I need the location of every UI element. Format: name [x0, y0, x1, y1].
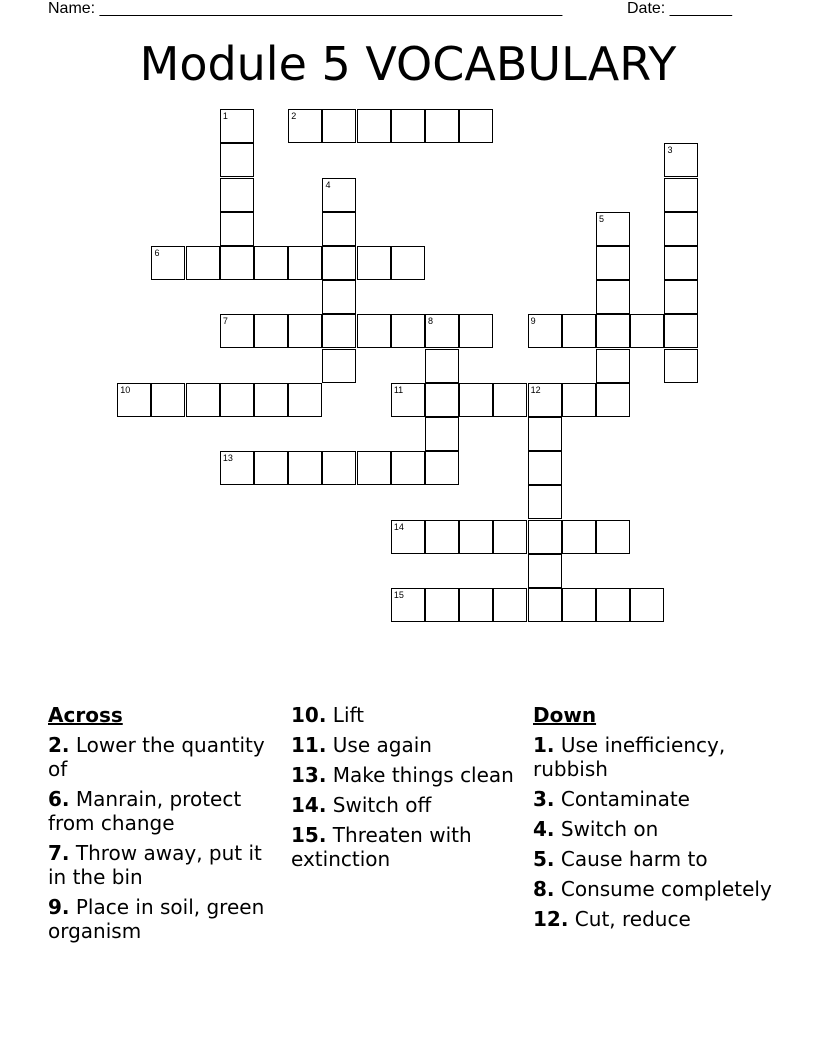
grid-cell[interactable]: [391, 109, 425, 143]
grid-cell[interactable]: [220, 451, 254, 485]
grid-cell[interactable]: [151, 383, 185, 417]
clue-number: 13: [222, 453, 233, 464]
grid-cell[interactable]: [357, 451, 391, 485]
clue-item-text: Lift: [332, 703, 365, 727]
clue-item-text: Manrain, protect from change: [48, 787, 242, 835]
clue-item: [533, 787, 773, 811]
grid-cell[interactable]: [391, 383, 425, 417]
clue-item: [48, 895, 283, 943]
grid-cell[interactable]: [459, 588, 493, 622]
grid-cell[interactable]: [630, 588, 664, 622]
clue-number: 15: [393, 590, 404, 601]
grid-cell[interactable]: [596, 383, 630, 417]
clue-item-text: Cause harm to: [560, 847, 708, 871]
clue-item: [291, 703, 526, 727]
clue-item-number: 1.: [533, 733, 555, 757]
grid-cell[interactable]: [425, 109, 459, 143]
name-field: Name: ____________________________________________________: [48, 0, 563, 17]
clue-number: 12: [530, 384, 541, 395]
clue-item-text: Lower the quantity of: [48, 733, 265, 781]
grid-cell[interactable]: [596, 280, 630, 314]
clue-item-text: Make things clean: [332, 763, 514, 787]
grid-cell[interactable]: [664, 246, 698, 280]
grid-cell[interactable]: [562, 314, 596, 348]
grid-cell[interactable]: [288, 451, 322, 485]
grid-cell[interactable]: [322, 451, 356, 485]
clue-item-text: Use again: [332, 733, 432, 757]
clue-item: [533, 877, 773, 901]
grid-cell[interactable]: [528, 451, 562, 485]
clue-item: [533, 817, 773, 841]
grid-cell[interactable]: [459, 314, 493, 348]
grid-cell[interactable]: [357, 109, 391, 143]
clue-number: 10: [120, 384, 131, 395]
grid-cell[interactable]: [425, 349, 459, 383]
grid-cell[interactable]: [562, 520, 596, 554]
grid-cell[interactable]: [425, 383, 459, 417]
clue-item-number: 12.: [533, 907, 569, 931]
grid-cell[interactable]: [186, 246, 220, 280]
grid-cell[interactable]: [664, 212, 698, 246]
grid-cell[interactable]: [425, 520, 459, 554]
down-heading: Down: [533, 703, 597, 727]
clue-item: [291, 823, 526, 871]
grid-cell[interactable]: [630, 314, 664, 348]
clue-item-number: 8.: [533, 877, 555, 901]
grid-cell[interactable]: [562, 383, 596, 417]
grid-cell[interactable]: [493, 588, 527, 622]
grid-cell[interactable]: [357, 314, 391, 348]
grid-cell[interactable]: [459, 109, 493, 143]
grid-cell[interactable]: [322, 349, 356, 383]
clue-column-1: [48, 703, 283, 949]
clue-item-number: 9.: [48, 895, 70, 919]
clue-item-text: Place in soil, green organism: [48, 895, 265, 943]
grid-cell[interactable]: [288, 109, 322, 143]
clue-item-text: Switch off: [332, 793, 432, 817]
grid-cell[interactable]: [151, 246, 185, 280]
grid-cell[interactable]: [322, 246, 356, 280]
clue-item-number: 2.: [48, 733, 70, 757]
clue-item-text: Consume completely: [560, 877, 772, 901]
grid-cell[interactable]: [254, 451, 288, 485]
grid-cell[interactable]: [562, 588, 596, 622]
clue-number: 9: [530, 316, 536, 327]
grid-cell[interactable]: [528, 314, 562, 348]
grid-cell[interactable]: [186, 383, 220, 417]
clue-number: 3: [667, 145, 673, 156]
grid-cell[interactable]: [220, 383, 254, 417]
grid-cell[interactable]: [322, 280, 356, 314]
grid-cell[interactable]: [528, 554, 562, 588]
clue-number: 14: [393, 521, 404, 532]
grid-cell[interactable]: [459, 383, 493, 417]
grid-cell[interactable]: [596, 588, 630, 622]
grid-cell[interactable]: [664, 143, 698, 177]
clue-item: [533, 847, 773, 871]
grid-cell[interactable]: [288, 383, 322, 417]
grid-cell[interactable]: [220, 314, 254, 348]
grid-cell[interactable]: [117, 383, 151, 417]
clue-item-number: 6.: [48, 787, 70, 811]
grid-cell[interactable]: [528, 485, 562, 519]
grid-cell[interactable]: [596, 314, 630, 348]
clue-number: 2: [291, 111, 297, 122]
clue-item-text: Threaten with extinction: [291, 823, 472, 871]
grid-cell[interactable]: [528, 417, 562, 451]
grid-cell[interactable]: [528, 520, 562, 554]
clue-item: [48, 841, 283, 889]
across-heading: Across: [48, 703, 123, 727]
grid-cell[interactable]: [220, 212, 254, 246]
grid-cell[interactable]: [391, 588, 425, 622]
clue-item-number: 10.: [291, 703, 327, 727]
clue-item-number: 14.: [291, 793, 327, 817]
clue-item-number: 13.: [291, 763, 327, 787]
clue-item-number: 4.: [533, 817, 555, 841]
grid-cell[interactable]: [664, 314, 698, 348]
clue-number: 8: [428, 316, 434, 327]
grid-cell[interactable]: [322, 109, 356, 143]
grid-cell[interactable]: [596, 246, 630, 280]
clue-item-number: 5.: [533, 847, 555, 871]
grid-cell[interactable]: [664, 280, 698, 314]
clue-number: 5: [599, 213, 605, 224]
clue-item-number: 7.: [48, 841, 70, 865]
grid-cell[interactable]: [391, 451, 425, 485]
clue-item-number: 15.: [291, 823, 327, 847]
grid-cell[interactable]: [322, 178, 356, 212]
clue-item: [48, 733, 283, 781]
grid-cell[interactable]: [425, 451, 459, 485]
clue-item: [533, 733, 773, 781]
grid-cell[interactable]: [596, 212, 630, 246]
grid-cell[interactable]: [322, 212, 356, 246]
grid-cell[interactable]: [391, 314, 425, 348]
grid-cell[interactable]: [596, 520, 630, 554]
clue-item-text: Switch on: [560, 817, 659, 841]
grid-cell[interactable]: [220, 246, 254, 280]
grid-cell[interactable]: [220, 178, 254, 212]
grid-cell[interactable]: [220, 109, 254, 143]
clue-item: [291, 763, 526, 787]
grid-cell[interactable]: [596, 349, 630, 383]
clue-item: [291, 793, 526, 817]
grid-cell[interactable]: [425, 417, 459, 451]
grid-cell[interactable]: [664, 178, 698, 212]
clue-number: 7: [222, 316, 228, 327]
grid-cell[interactable]: [459, 520, 493, 554]
grid-cell[interactable]: [288, 314, 322, 348]
clue-item: [48, 787, 283, 835]
clue-item: [533, 907, 773, 931]
grid-cell[interactable]: [254, 246, 288, 280]
clue-number: 1: [222, 111, 228, 122]
grid-cell[interactable]: [254, 383, 288, 417]
clue-column-3: [533, 703, 773, 937]
clue-item-text: Use inefficiency, rubbish: [533, 733, 726, 781]
page-title: Module 5 VOCABULARY: [139, 37, 677, 91]
clue-column-2: [291, 703, 526, 877]
clue-item-number: 3.: [533, 787, 555, 811]
grid-cell[interactable]: [254, 314, 288, 348]
grid-cell[interactable]: [357, 246, 391, 280]
clue-item-number: 11.: [291, 733, 327, 757]
grid-cell[interactable]: [391, 520, 425, 554]
date-field: Date: _______: [627, 0, 732, 17]
grid-cell[interactable]: [528, 383, 562, 417]
clue-number: 6: [154, 248, 160, 259]
clue-item-text: Throw away, put it in the bin: [48, 841, 262, 889]
clue-item-text: Cut, reduce: [574, 907, 691, 931]
grid-cell[interactable]: [425, 588, 459, 622]
clue-number: 11: [393, 384, 404, 395]
clue-item: [291, 733, 526, 757]
clue-number: 4: [325, 179, 331, 190]
grid-cell[interactable]: [493, 383, 527, 417]
grid-cell[interactable]: [288, 246, 322, 280]
grid-cell[interactable]: [425, 314, 459, 348]
grid-cell[interactable]: [493, 520, 527, 554]
grid-cell[interactable]: [391, 246, 425, 280]
grid-cell[interactable]: [220, 143, 254, 177]
clue-item-text: Contaminate: [560, 787, 690, 811]
grid-cell[interactable]: [664, 349, 698, 383]
grid-cell[interactable]: [322, 314, 356, 348]
grid-cell[interactable]: [528, 588, 562, 622]
